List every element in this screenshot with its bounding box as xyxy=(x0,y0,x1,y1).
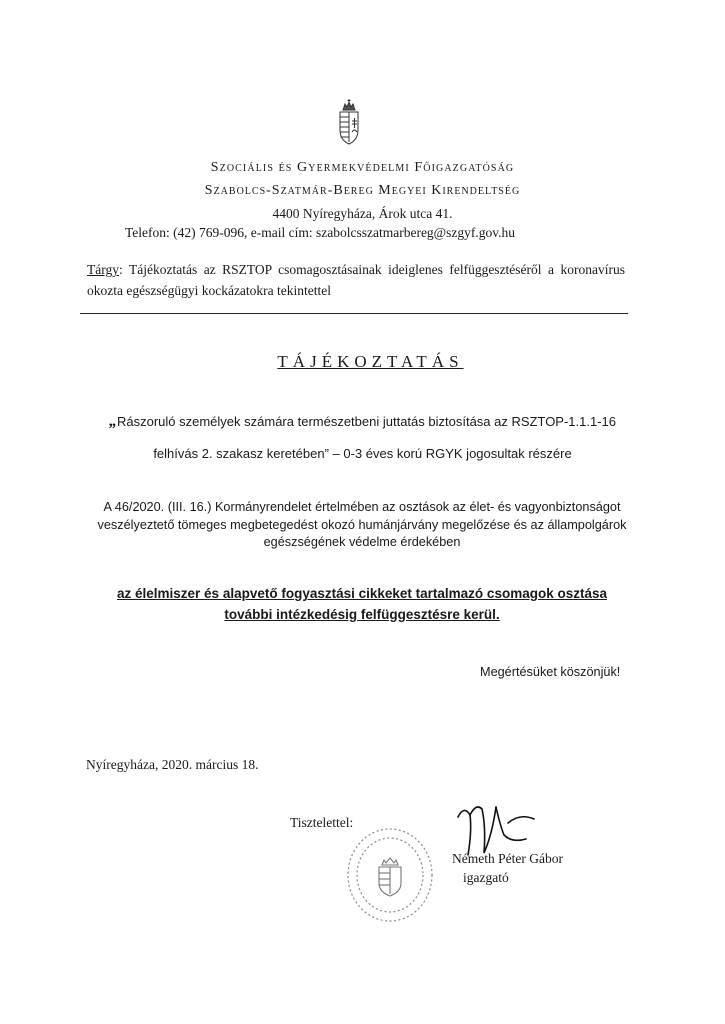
programme-title-text: Rászoruló személyek számára természetbeni juttatás biztosítása az RSZTOP-1.1.1-16 xyxy=(116,414,617,429)
organization-address: 4400 Nyíregyháza, Árok utca 41. xyxy=(272,206,453,221)
programme-title-line1 xyxy=(0,413,725,431)
signer-title: igazgató xyxy=(463,870,509,885)
thanks-line: Megértésüket köszönjük! xyxy=(480,665,621,679)
place-and-date: Nyíregyháza, 2020. március 18. xyxy=(86,757,259,772)
signer-name: Németh Péter Gábor xyxy=(452,851,563,866)
organization-branch: Szabolcs-Szatmár-Bereg Megyei Kirendeltség xyxy=(204,183,521,198)
opening-quote: „ xyxy=(108,413,117,430)
organization-contact: Telefon: (42) 769-096, e-mail cím: szabolcsszatmarbereg@szgyf.gov.hu xyxy=(125,225,515,240)
programme-title-line2: felhívás 2. szakasz keretében” – 0-3 éves korú RGYK jogosultak részére xyxy=(153,446,572,461)
decree-paragraph: A 46/2020. (III. 16.) Kormányrendelet értelmében az osztások az élet- és vagyonbiztonságot veszélyeztető tömeges megbetegedést okozó humánjárvány megelőzése és az állampolgárok egészségének védelme érdekében xyxy=(97,500,627,549)
official-stamp xyxy=(345,825,435,925)
coat-of-arms-icon xyxy=(334,98,364,146)
document-heading: TÁJÉKOZTATÁS xyxy=(277,352,464,371)
organization-name: Szociális és Gyermekvédelmi Főigazgatóság xyxy=(210,160,515,175)
subject-line xyxy=(87,259,625,301)
suspension-notice: az élelmiszer és alapvető fogyasztási cikkeket tartalmazó csomagok osztása további intézkedésig felfüggesztésre kerül. xyxy=(117,586,607,622)
subject-text: : Tájékoztatás az RSZTOP csomagosztásainak ideiglenes felfüggesztéséről a koronavírus okozta egészségügyi kockázatokra tekintettel xyxy=(87,262,625,298)
subject-label: Tárgy xyxy=(87,262,119,277)
closing-regards: Tisztelettel: xyxy=(290,815,354,830)
divider-line xyxy=(80,313,628,314)
